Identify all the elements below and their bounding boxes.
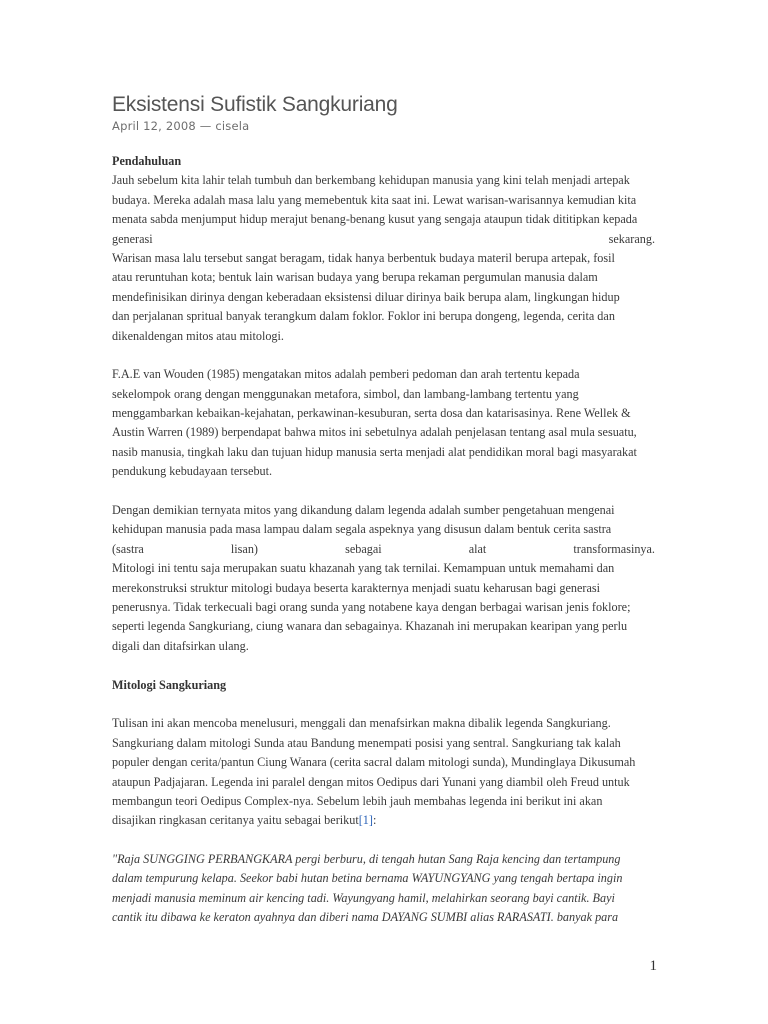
- document-page: [112, 92, 655, 928]
- text-line: Warisan masa lalu tersebut sangat beragam, tidak hanya berbentuk budaya materil berupa artepak, fosil: [112, 250, 615, 265]
- text-line: mendefinisikan dirinya dengan keberadaan eksistensi diluar dirinya baik berupa alam, lingkungan hidup: [112, 289, 620, 304]
- text-line: digali dan ditafsirkan ulang.: [112, 638, 249, 653]
- text-line: Mitologi ini tentu saja merupakan suatu khazanah yang tak ternilai. Kemampuan untuk memahami dan: [112, 561, 615, 576]
- text-line: Jauh sebelum kita lahir telah tumbuh dan berkembang kehidupan manusia yang kini telah menjadi artepak: [112, 173, 630, 188]
- text-line: merekonstruksi struktur mitologi budaya beserta karakternya menjadi suatu keharusan bagi generasi: [112, 580, 601, 595]
- text-line: nasib manusia, tingkah laku dan tujuan hidup manusia serta menjadi alat pendidikan moral bagi masyarakat: [112, 444, 637, 459]
- text-line: menggambarkan kebaikan-kejahatan, perkawinan-kesuburan, serta dosa dan katarisasinya. Rene Wellek &: [112, 406, 631, 421]
- page-number: 1: [649, 958, 657, 974]
- paragraph-1: [112, 171, 655, 249]
- text-line: generasi sekarang.: [112, 231, 655, 246]
- quote-line: cantik itu dibawa ke keraton ayahnya dan diberi nama DAYANG SUMBI alias RARASATI. banyak para: [112, 910, 619, 925]
- section-heading-pendahuluan: Pendahuluan: [112, 154, 182, 168]
- text-line: penerusnya. Tidak terkecuali bagi orang sunda yang notabene kaya dengan berbagai warisan jenis foklore;: [112, 600, 631, 614]
- text-line: ataupun Padjajaran. Legenda ini paralel dengan mitos Oedipus dari Yunani yang diambil oleh Freud untuk: [112, 774, 630, 789]
- text-line: dikenaldengan mitos atau mitologi.: [112, 328, 284, 343]
- text-line: budaya. Mereka adalah masa lalu yang memebentuk kita saat ini. Lewat warisan-warisannya kemudian kita: [112, 192, 637, 207]
- story-quote: [112, 850, 655, 928]
- article-title: Eksistensi Sufistik Sangkuriang: [112, 93, 398, 116]
- text-line: Tulisan ini akan mencoba menelusuri, menggali dan menafsirkan makna dibalik legenda Sangkuriang.: [112, 716, 611, 731]
- text-line: Dengan demikian ternyata mitos yang dikandung dalam legenda adalah sumber pengetahuan mengenai: [112, 503, 615, 518]
- text-line: kehidupan manusia pada masa lampau dalam segala aspeknya yang disusun dalam bentuk cerita sastra: [112, 522, 612, 537]
- text-line: sekelompok orang dengan menggunakan metafora, simbol, dan lambang-lambang tertentu yang: [112, 386, 579, 401]
- footnote-link[interactable]: [1]: [358, 813, 373, 828]
- quote-line: "Raja SUNGGING PERBANGKARA pergi berburu, di tengah hutan Sang Raja kencing dan tertampung: [112, 852, 621, 867]
- article-meta: April 12, 2008 — cisela: [112, 119, 250, 133]
- paragraph-4: [112, 501, 655, 559]
- quote-line: menjadi manusia meminum air kencing tadi. Wayungyang hamil, melahirkan seorang bayi cantik. Bayi: [112, 890, 615, 905]
- text-line: dan perjalanan spritual banyak terangkum dalam foklor. Foklor ini berupa dongeng, legenda, cerita dan: [112, 309, 615, 324]
- paragraph-3: [112, 365, 655, 481]
- text-line: Sangkuriang dalam mitologi Sunda atau Bandung menempati posisi yang sentral. Sangkuriang tak kalah: [112, 735, 621, 750]
- text-line: (sastra lisan) sebagai alat transformasinya.: [112, 541, 655, 556]
- text-line: populer dengan cerita/pantun Ciung Wanara (cerita sacral dalam mitologi sunda), Mundinglaya Dikusumah: [112, 755, 636, 770]
- text-line: pendukung kebudayaan tersebut.: [112, 464, 273, 479]
- text-line: disajikan ringkasan ceritanya yaitu sebagai berikut[1]:: [112, 813, 377, 828]
- text-line: F.A.E van Wouden (1985) mengatakan mitos adalah pemberi pedoman dan arah tertentu kepada: [112, 367, 580, 382]
- text-line: Austin Warren (1989) berpendapat bahwa mitos ini sebetulnya adalah penjelasan tentang asal mula sesuatu,: [112, 425, 637, 440]
- text-line: seperti legenda Sangkuriang, ciung wanara dan sebagainya. Khazanah ini merupakan kearipan yang perlu: [112, 619, 628, 634]
- text-line: atau reruntuhan kota; bentuk lain warisan budaya yang berupa rekaman pergumulan manusia dalam: [112, 270, 598, 285]
- text-line: menata sabda menjumput hidup merajut benang-benang kusut yang sengaja ataupun tidak dititipkan kepada: [112, 212, 638, 227]
- paragraph-6: [112, 714, 655, 830]
- quote-line: dalam tempurung kelapa. Seekor babi hutan betina bernama WAYUNGYANG yang tengah bertapa ingin: [112, 871, 623, 886]
- paragraph-2: [112, 249, 655, 346]
- paragraph-5: [112, 559, 655, 656]
- text-line: membangun teori Oedipus Complex-nya. Sebelum lebih jauh membahas legenda ini berikut ini akan: [112, 793, 603, 808]
- section-heading-mitologi: Mitologi Sangkuriang: [112, 677, 227, 692]
